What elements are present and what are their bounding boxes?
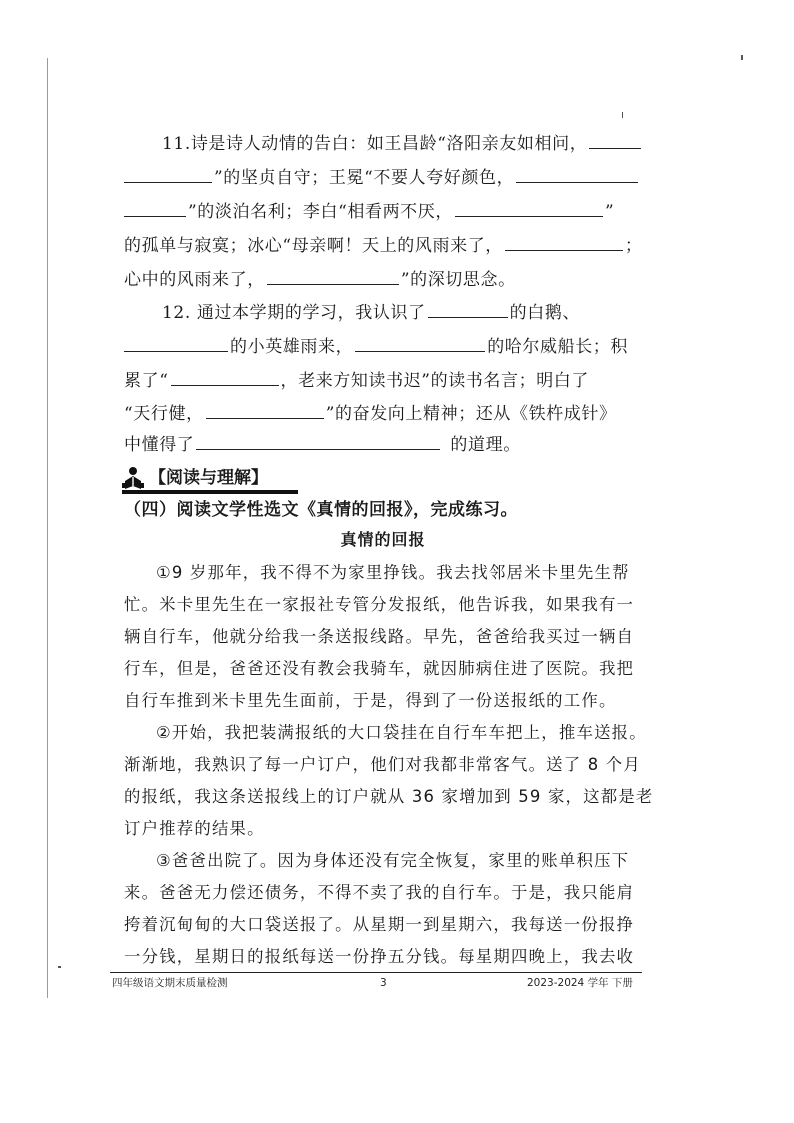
q12-line-4 [124, 401, 617, 426]
q11-line-3 [124, 199, 614, 224]
article-line: 的报纸，我这条送报线上的订户就从 36 家增加到 59 家，这都是老 [124, 787, 654, 806]
q11-text: 的孤单与寂寞；冰心“母亲啊！天上的风雨来了， [124, 236, 503, 256]
q11-line-4 [124, 233, 643, 258]
answer-blank[interactable] [505, 233, 623, 251]
article-line: 行车，但是，爸爸还没有教会我骑车，就因肺病住进了医院。我把 [124, 659, 635, 678]
scan-speck [622, 112, 623, 118]
answer-blank[interactable] [196, 432, 440, 450]
answer-blank[interactable] [124, 334, 228, 352]
article-line: 挎着沉甸甸的大口袋送报了。从星期一到星期六，我每送一份报挣 [124, 915, 635, 934]
article-title: 真情的回报 [340, 530, 426, 549]
answer-blank[interactable] [171, 368, 279, 386]
q12-text: 中懂得了 [124, 435, 195, 455]
article-line: ②开始，我把装满报纸的大口袋挂在自行车车把上，推车送报。 [156, 723, 647, 742]
q12-text: 的道理。 [450, 435, 521, 455]
answer-blank[interactable] [516, 165, 638, 183]
answer-blank[interactable] [455, 199, 603, 217]
q12-text: 的小英雄雨来， [230, 337, 354, 357]
article-line: 忙。米卡里先生在一家报社专管分发报纸，他告诉我，如果我有一 [124, 595, 635, 614]
binding-margin-line [47, 58, 48, 998]
reading-person-icon [120, 465, 146, 491]
scan-speck [741, 55, 743, 60]
answer-blank[interactable] [124, 165, 212, 183]
q11-text: ； [624, 236, 643, 256]
footer-rule [110, 972, 642, 973]
article-line: 订户推荐的结果。 [124, 819, 265, 838]
answer-blank[interactable] [124, 199, 186, 217]
q12-line-2 [124, 334, 628, 359]
q11-text: ” [604, 202, 615, 222]
q12-line-1 [124, 300, 580, 325]
article-line: 来。爸爸无力偿还债务，不得不卖了我的自行车。于是，我只能肩 [124, 883, 635, 902]
answer-blank[interactable] [589, 131, 641, 149]
article-line: ③爸爸出院了。因为身体还没有完全恢复，家里的账单积压下 [156, 851, 630, 870]
q12-text: 的哈尔威船长；积 [487, 337, 629, 357]
q12-text: 的白鹅、 [509, 303, 581, 323]
q12-text: 累了“ [124, 371, 169, 391]
answer-blank[interactable] [428, 300, 508, 318]
q11-text: ”的淡泊名利；李白“相看两不厌， [188, 202, 453, 222]
q12-line-3 [124, 368, 589, 393]
q11-line-1 [124, 131, 643, 156]
article-line: 渐渐地，我熟识了每一户订户，他们对我都非常客气。送了 8 个月 [124, 755, 641, 774]
page-number: 3 [380, 977, 387, 989]
scan-speck [58, 966, 61, 968]
article-line: 自行车推到米卡里先生面前，于是，得到了一份送报纸的工作。 [124, 691, 617, 710]
q11-text: 心中的风雨来了， [124, 270, 265, 290]
article-line: 一分钱，星期日的报纸每送一份挣五分钱。每星期四晚上，我去收 [124, 947, 635, 966]
q11-line-2 [124, 165, 640, 190]
q12-line-5 [124, 432, 521, 457]
q12-text: “天行健， [124, 404, 204, 424]
footer-exam-name: 四年级语文期末质量检测 [112, 977, 228, 989]
q12-text: ”的奋发向上精神；还从《铁杵成针》 [325, 404, 617, 424]
q11-line-5 [124, 267, 516, 292]
answer-blank[interactable] [267, 267, 399, 285]
section-header [124, 463, 268, 493]
reading-instruction: （四）阅读文学性选文《真情的回报》，完成练习。 [124, 500, 518, 520]
footer-term: 2023-2024 学年 下册 [527, 977, 633, 989]
q12-text: 12. 通过本学期的学习，我认识了 [162, 303, 426, 323]
q12-text: ，老来方知读书迟”的读书名言；明白了 [280, 371, 589, 391]
section-title: 【阅读与理解】 [149, 468, 268, 488]
q11-text: 11.诗是诗人动情的告白：如王昌龄“洛阳亲友如相问， [162, 134, 588, 154]
q11-text: ”的坚贞自守；王冕“不要人夸好颜色， [214, 168, 515, 188]
answer-blank[interactable] [206, 401, 324, 419]
q11-text: ”的深切思念。 [400, 270, 516, 290]
article-line: 辆自行车，他就分给我一条送报线路。早先，爸爸给我买过一辆自 [124, 627, 635, 646]
article-line: ①9 岁那年，我不得不为家里挣钱。我去找邻居米卡里先生帮 [156, 563, 630, 582]
section-underline [122, 490, 298, 494]
answer-blank[interactable] [355, 334, 485, 352]
